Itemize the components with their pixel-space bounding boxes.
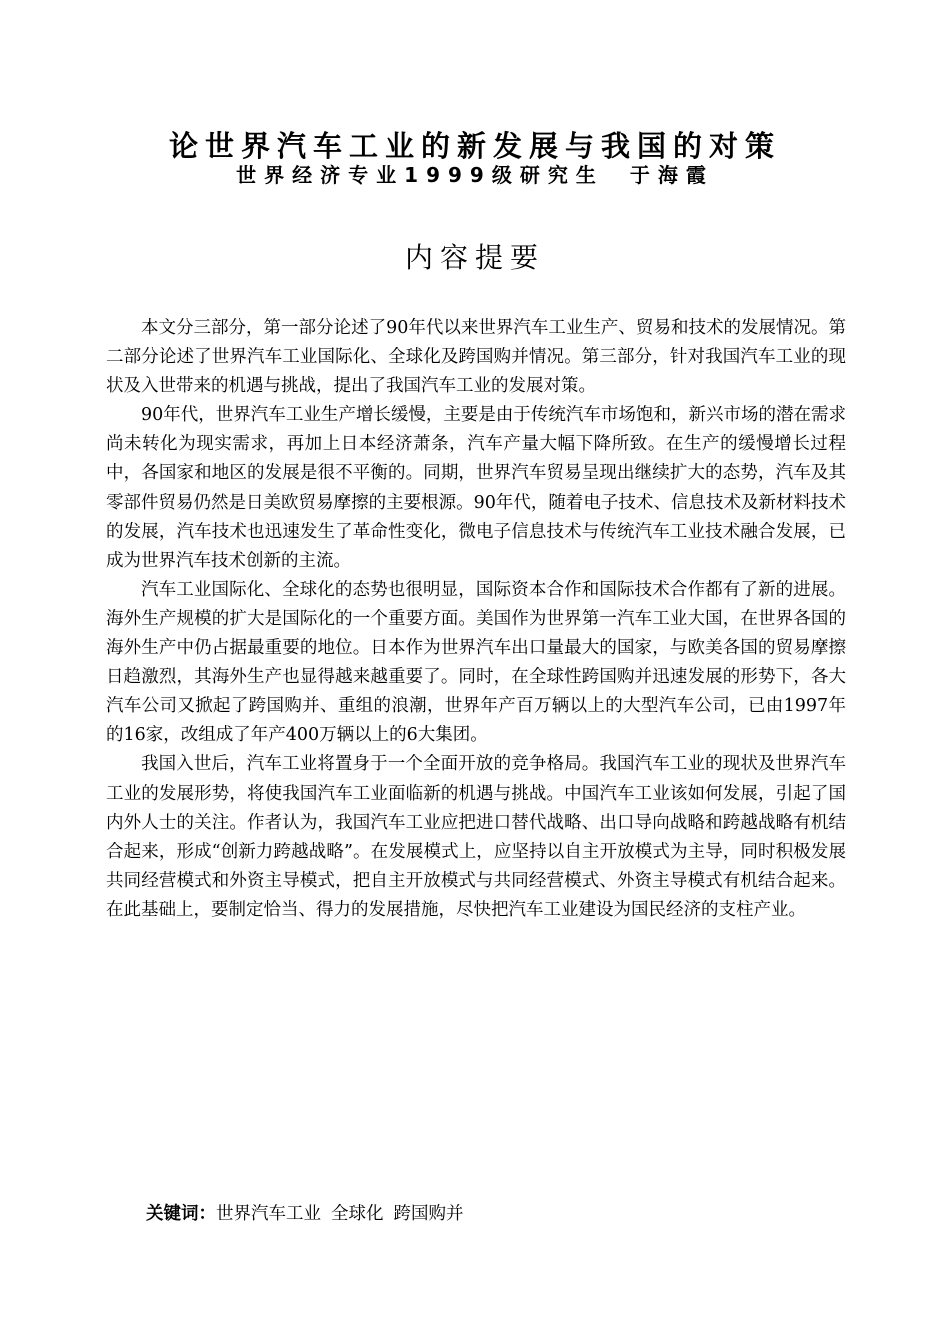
abstract-paragraph-1: 本文分三部分，第一部分论述了90年代以来世界汽车工业生产、贸易和技术的发展情况。第二部分论述了世界汽车工业国际化、全球化及跨国购并情况。第三部分，针对我国汽车工业的现状及入世带来的机遇与挑战，提出了我国汽车工业的发展对策。 bbox=[106, 318, 846, 397]
document-title: 论世界汽车工业的新发展与我国的对策 bbox=[168, 129, 781, 163]
author-line bbox=[0, 161, 950, 189]
abstract-paragraph-3: 汽车工业国际化、全球化的态势也很明显，国际资本合作和国际技术合作都有了新的进展。海外生产规模的扩大是国际化的一个重要方面。美国作为世界第一汽车工业大国，在世界各国的海外生产中仍占据最重要的地位。日本作为世界汽车出口量最大的国家，与欧美各国的贸易摩擦日趋激烈，其海外生产也显得越来越重要了。同时，在全球性跨国购并迅速发展的形势下，各大汽车公司又掀起了跨国购并、重组的浪潮，世界年产百万辆以上的大型汽车公司，已由1997年的16家，改组成了年产400万辆以上的6大集团。 bbox=[106, 579, 846, 746]
author-name: 于海霞 bbox=[629, 163, 714, 187]
abstract-heading: 内容提要 bbox=[404, 241, 545, 274]
abstract-body bbox=[106, 314, 846, 925]
abstract-paragraph-2: 90年代，世界汽车工业生产增长缓慢，主要是由于传统汽车市场饱和，新兴市场的潜在需求尚未转化为现实需求，再加上日本经济萧条，汽车产量大幅下降所致。在生产的缓慢增长过程中，各国家和地区的发展是很不平衡的。同期，世界汽车贸易呈现出继续扩大的态势，汽车及其零部件贸易仍然是日美欧贸易摩擦的主要根源。90年代，随着电子技术、信息技术及新材料技术的发展，汽车技术也迅速发生了革命性变化，微电子信息技术与传统汽车工业技术融合发展，已成为世界汽车技术创新的主流。 bbox=[106, 405, 846, 571]
author-affiliation: 世界经济专业1999级研究生 bbox=[236, 163, 604, 187]
abstract-paragraph-4: 我国入世后，汽车工业将置身于一个全面开放的竞争格局。我国汽车工业的现状及世界汽车工业的发展形势，将使我国汽车工业面临新的机遇与挑战。中国汽车工业该如何发展，引起了国内外人士的关注。作者认为，我国汽车工业应把进口替代战略、出口导向战略和跨越战略有机结合起来，形成“创新力跨越战略”。在发展模式上，应坚持以自主开放模式为主导，同时积极发展共同经营模式和外资主导模式，把自主开放模式与共同经营模式、外资主导模式有机结合起来。在此基础上，要制定恰当、得力的发展措施，尽快把汽车工业建设为国民经济的支柱产业。 bbox=[106, 754, 846, 920]
keyword-item: 跨国购并 bbox=[393, 1204, 464, 1224]
keywords-line bbox=[146, 1200, 474, 1229]
keyword-item: 全球化 bbox=[331, 1204, 384, 1224]
keywords-label: 关键词： bbox=[146, 1204, 216, 1224]
keyword-item: 世界汽车工业 bbox=[216, 1204, 321, 1224]
